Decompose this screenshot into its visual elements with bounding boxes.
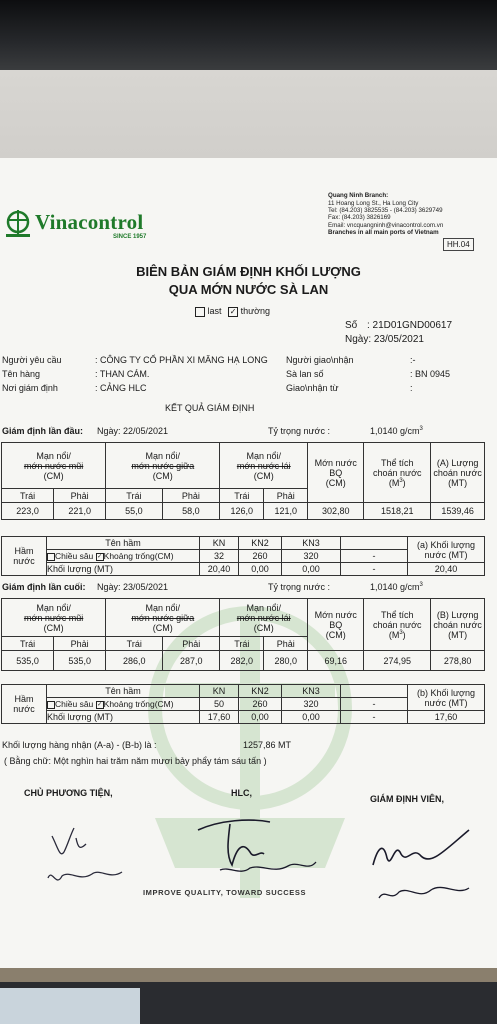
final-bow-starboard-header: Phải xyxy=(54,637,106,651)
first-volume: 1518,21 xyxy=(364,503,431,520)
first-depth-kn2: 260 xyxy=(239,550,282,563)
checkbox-last[interactable] xyxy=(195,307,205,317)
final-weight-kn2: 0,00 xyxy=(239,711,282,724)
final-mid-header: Mạn nổi/ mớn nước giữa (CM) xyxy=(106,599,220,637)
received-weight-value: 1257,86 MT xyxy=(243,740,292,750)
first-weight-kn: 20,40 xyxy=(200,563,239,576)
final-depth-kn3: 320 xyxy=(282,698,341,711)
dark-background-top xyxy=(0,0,497,70)
final-inspection-label: Giám định lần cuối: xyxy=(2,582,86,592)
stern-port-header: Trái xyxy=(220,489,264,503)
first-weight-kn3: 0,00 xyxy=(282,563,341,576)
signer-inspector: GIÁM ĐỊNH VIÊN, xyxy=(370,794,445,804)
final-tank-table xyxy=(1,684,485,724)
final-depth-space-label: Chiều sâu ✓Khoảng trống(CM) xyxy=(47,698,200,711)
final-space-checkbox-checked[interactable]: ✓ xyxy=(97,701,103,708)
first-draft-table xyxy=(1,442,485,520)
branch-network: Branches in all main ports of Vietnam xyxy=(328,229,439,236)
first-weight-kn2: 0,00 xyxy=(239,563,282,576)
bottom-edge xyxy=(0,968,497,982)
first-density-value xyxy=(370,426,423,436)
final-tank-kn-header: KN xyxy=(200,685,239,698)
first-tank-table xyxy=(1,536,485,576)
tank-kn2-header: KN2 xyxy=(239,537,282,550)
final-stern-port-header: Trái xyxy=(220,637,264,651)
first-mid-starboard: 58,0 xyxy=(162,503,220,520)
logo-since: SINCE 1957 xyxy=(113,234,147,240)
final-water-b-value: 17,60 xyxy=(408,711,485,724)
final-draft-value-row xyxy=(2,651,485,671)
first-density-number: 1,0140 g/cm xyxy=(370,426,420,436)
final-density-label: Tỷ trọng nước : xyxy=(268,582,330,592)
final-mid-starboard: 287,0 xyxy=(163,651,220,671)
first-displacement: 1539,46 xyxy=(431,503,485,520)
hlc-signature xyxy=(190,810,330,890)
first-tank-label: Hầm nước xyxy=(2,537,47,576)
final-water-b-header: (b) Khối lượng nước (MT) xyxy=(408,685,485,711)
displacement-b-header: (B) Lượng choán nước (MT) xyxy=(431,599,485,651)
bottom-background xyxy=(0,968,497,1024)
checkbox-normal-checked[interactable]: ✓ xyxy=(229,306,237,316)
option-last xyxy=(195,306,270,317)
first-mid-port: 55,0 xyxy=(106,503,162,520)
document-title-line2: QUA MỚN NƯỚC SÀ LAN xyxy=(168,282,329,297)
branch-address: 11 Hoang Long St., Ha Long City xyxy=(328,200,419,207)
first-water-a-header: (a) Khối lượng nước (MT) xyxy=(408,537,485,563)
option-normal-label: thường xyxy=(240,306,271,316)
space-checkbox-checked[interactable]: ✓ xyxy=(97,553,103,560)
requester-label: Người yêu cầu xyxy=(2,355,62,365)
final-weight-label: Khối lượng (MT) xyxy=(47,711,200,724)
goods-label: Tên hàng xyxy=(2,369,41,379)
signer-owner: CHỦ PHƯƠNG TIỆN, xyxy=(24,788,113,798)
stern-header: Mạn nổi/ mớn nước lái (CM) xyxy=(220,443,308,489)
final-tank-header-row xyxy=(2,685,485,698)
first-stern-port: 126,0 xyxy=(220,503,264,520)
document-paper xyxy=(0,158,497,968)
first-depth-dash: - xyxy=(341,550,408,563)
final-volume-header: Thể tích choán nước $(M^3)$ xyxy=(364,599,431,651)
final-depth-dash: - xyxy=(341,698,408,711)
final-tank-kn3-header: KN3 xyxy=(282,685,341,698)
final-bow-port-header: Trái xyxy=(2,637,54,651)
final-stern-starboard-header: Phải xyxy=(264,637,308,651)
final-draft-header-row xyxy=(2,599,485,637)
option-last-label: last xyxy=(207,306,222,316)
so-label: Số xyxy=(345,320,358,331)
branch-tel: Tel: (84.203) 3825535 - (84.203) 3629749 xyxy=(328,207,443,214)
final-density-value xyxy=(370,582,423,592)
final-bow-port: 535,0 xyxy=(2,651,54,671)
final-weight-dash: - xyxy=(341,711,408,724)
final-mid-starboard-header: Phải xyxy=(163,637,220,651)
first-inspection-date: Ngày: 22/05/2021 xyxy=(97,426,169,436)
final-mean-draft-header: Mớn nước BQ (CM) xyxy=(308,599,364,651)
branch-email: Email: vncquangninh@vinacontrol.com.vn xyxy=(328,222,444,229)
mid-port-header: Trái xyxy=(106,489,162,503)
depth-space-label: Chiều sâu ✓Khoảng trống(CM) xyxy=(47,550,200,563)
bow-starboard-header: Phải xyxy=(54,489,106,503)
final-density-exponent: 3 xyxy=(419,582,423,588)
final-bow-header: Mạn nổi/ mớn nước mũi (CM) xyxy=(2,599,106,637)
mid-header: Mạn nổi/ mớn nước giữa (CM) xyxy=(106,443,220,489)
final-depth-kn: 50 xyxy=(200,698,239,711)
bow-port-header: Trái xyxy=(2,489,54,503)
final-tank-label: Hầm nước xyxy=(2,685,47,724)
report-date: Ngày: 23/05/2021 xyxy=(345,334,424,345)
goods-value: : THAN CÁM. xyxy=(95,369,150,379)
delivered-from-value: : xyxy=(410,383,413,393)
tank-kn-header: KN xyxy=(200,537,239,550)
bow-header: Mạn nổi/ mớn nước mũi (CM) xyxy=(2,443,106,489)
final-weight-kn3: 0,00 xyxy=(282,711,341,724)
inspector-signature xyxy=(365,820,485,910)
document-title-line1: BIÊN BẢN GIÁM ĐỊNH KHỐI LƯỢNG xyxy=(136,264,361,279)
final-stern-header: Mạn nổi/ mớn nước lái (CM) xyxy=(220,599,308,637)
first-inspection-label: Giám định lần đầu: xyxy=(2,426,84,436)
final-stern-starboard: 280,0 xyxy=(264,651,308,671)
result-heading: KẾT QUẢ GIÁM ĐỊNH xyxy=(165,403,255,413)
first-density-label: Tỷ trọng nước : xyxy=(268,426,330,436)
final-weight-kn: 17,60 xyxy=(200,711,239,724)
signer-hlc: HLC, xyxy=(231,788,252,798)
depth-checkbox[interactable] xyxy=(47,553,55,561)
final-mid-port: 286,0 xyxy=(106,651,163,671)
branch-name: Quang Ninh Branch: xyxy=(328,192,389,199)
first-bow-starboard: 221,0 xyxy=(54,503,106,520)
final-mean-draft: 69,16 xyxy=(308,651,364,671)
first-density-exponent: 3 xyxy=(419,426,423,432)
barge-value: : BN 0945 xyxy=(410,369,451,379)
inspection-place-label: Nơi giám định xyxy=(2,383,58,393)
first-tank-header-row xyxy=(2,537,485,550)
final-tank-kn2-header: KN2 xyxy=(239,685,282,698)
final-tank-name-header: Tên hầm xyxy=(47,685,200,698)
first-stern-starboard: 121,0 xyxy=(264,503,308,520)
weight-label: Khối lượng (MT) xyxy=(47,563,200,576)
owner-signature xyxy=(40,818,140,898)
first-draft-header-row xyxy=(2,443,485,489)
deliverer-value: :- xyxy=(410,355,416,365)
final-density-number: 1,0140 g/cm xyxy=(370,582,420,592)
first-weight-dash: - xyxy=(341,563,408,576)
first-tank-weight-row xyxy=(2,563,485,576)
tank-blank-header xyxy=(341,537,408,550)
so-value: : 21D01GND00617 xyxy=(367,320,453,331)
final-depth-checkbox[interactable] xyxy=(47,701,55,709)
deliverer-label: Người giao\nhận xyxy=(286,355,354,365)
final-inspection-date: Ngày: 23/05/2021 xyxy=(97,582,169,592)
final-depth-kn2: 260 xyxy=(239,698,282,711)
displacement-volume-header: Thể tích choán nước $(M^3)$ xyxy=(364,443,431,503)
branch-fax: Fax: (84.203) 3826169 xyxy=(328,214,391,221)
barge-label: Sà lan số xyxy=(286,369,324,379)
requester-value: : CÔNG TY CỔ PHẦN XI MĂNG HẠ LONG xyxy=(95,355,268,365)
final-draft-table xyxy=(1,598,485,671)
amount-in-words: ( Bằng chữ: Một nghìn hai trăm năm mươi bảy phẩy tám sáu tấn ) xyxy=(4,756,267,766)
displacement-a-header: (A) Lượng choán nước (MT) xyxy=(431,443,485,503)
first-bow-port: 223,0 xyxy=(2,503,54,520)
first-water-a-value: 20,40 xyxy=(408,563,485,576)
stern-starboard-header: Phải xyxy=(264,489,308,503)
form-code: HH.04 xyxy=(443,238,474,251)
scale-logo-icon xyxy=(3,210,33,238)
tank-kn3-header: KN3 xyxy=(282,537,341,550)
fabric-corner xyxy=(0,988,140,1024)
tank-name-header: Tên hầm xyxy=(47,537,200,550)
mid-starboard-header: Phải xyxy=(162,489,220,503)
delivered-from-label: Giao\nhận từ xyxy=(286,383,339,393)
final-bow-starboard: 535,0 xyxy=(54,651,106,671)
final-volume: 274,95 xyxy=(364,651,431,671)
final-displacement: 278,80 xyxy=(431,651,485,671)
slogan: IMPROVE QUALITY, TOWARD SUCCESS xyxy=(143,888,307,897)
final-tank-blank-header xyxy=(341,685,408,698)
first-mean-draft: 302,80 xyxy=(308,503,364,520)
final-mid-port-header: Trái xyxy=(106,637,163,651)
first-draft-value-row xyxy=(2,503,485,520)
final-stern-port: 282,0 xyxy=(220,651,264,671)
mean-draft-header: Mớn nước BQ (CM) xyxy=(308,443,364,503)
received-weight-label: Khối lượng hàng nhận (A-a) - (B-b) là : xyxy=(2,740,157,750)
first-depth-kn3: 320 xyxy=(282,550,341,563)
inspection-place-value: : CẢNG HLC xyxy=(95,383,147,393)
final-tank-weight-row xyxy=(2,711,485,724)
logo-wordmark: Vinacontrol xyxy=(35,210,144,234)
first-depth-kn: 32 xyxy=(200,550,239,563)
